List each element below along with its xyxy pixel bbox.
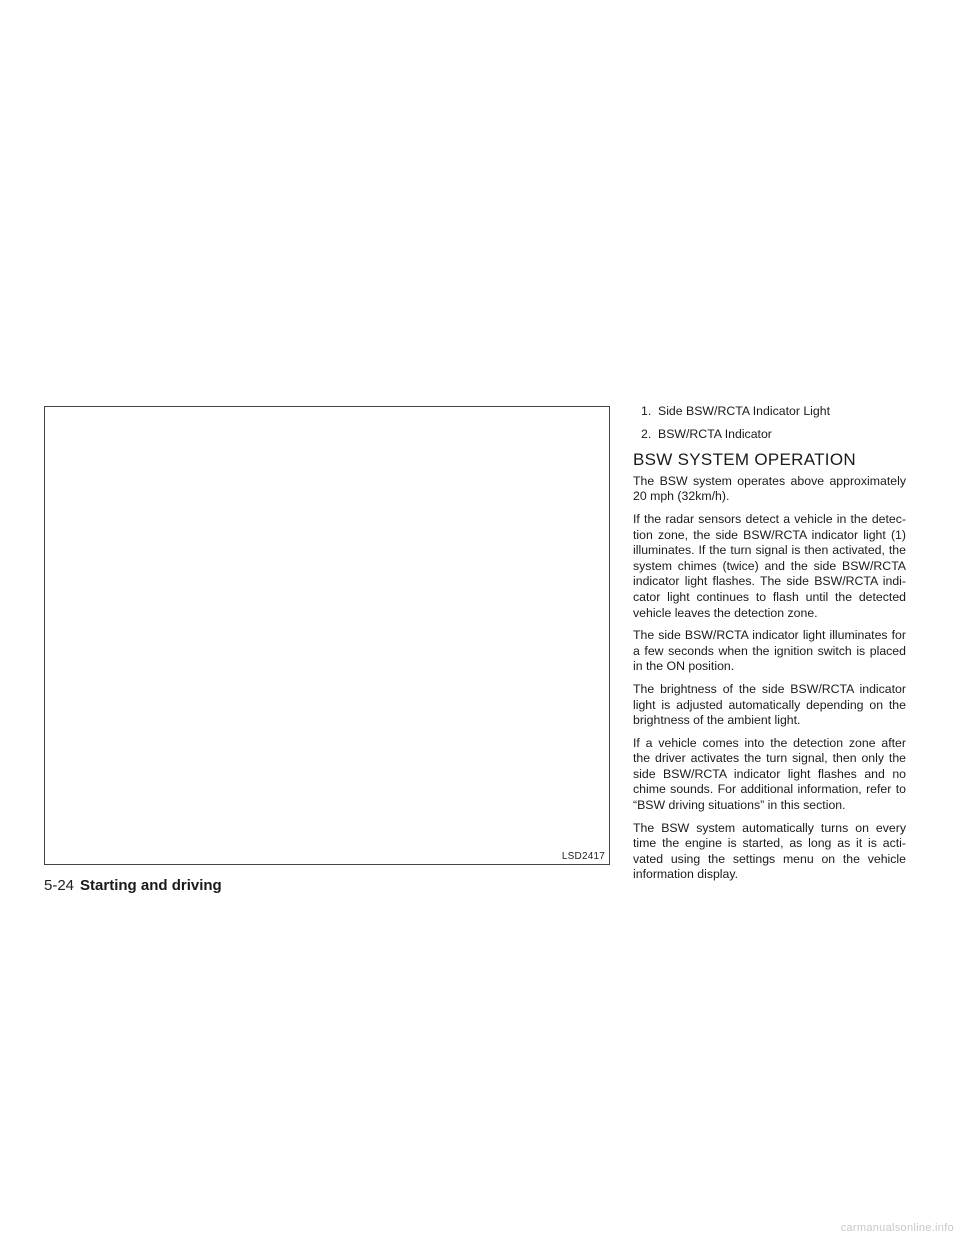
section-heading: BSW SYSTEM OPERATION (633, 450, 856, 470)
text-column (633, 404, 906, 890)
figure-legend (633, 404, 906, 442)
legend-number: 1. (641, 404, 652, 418)
page-footer (44, 877, 222, 894)
legend-item (633, 427, 906, 443)
legend-number: 2. (641, 426, 652, 441)
watermark: carmanualsonline.info (840, 1222, 954, 1234)
paragraph: The BSW system automatically turns on every time the engine is started, as long as it is acti- vated using the settings menu on the vehicle information display. (633, 820, 906, 882)
chapter-title: Starting and driving (80, 877, 222, 894)
paragraph: If the radar sensors detect a vehicle in the detec- tion zone, the side BSW/RCTA indicator light (1) illuminates. If the turn signal is then activated, the system chimes (twice) and the side BSW/RCTA indicator light flashes. The side BSW/RCTA indi- cator light continues to flash until the detected vehicle leaves the detection zone. (633, 511, 906, 620)
paragraph: The BSW system operates above approximately 20 mph (32km/h). (633, 473, 906, 504)
figure-code: LSD2417 (561, 851, 605, 862)
legend-text: Side BSW/RCTA Indicator Light (658, 404, 830, 418)
paragraph: The side BSW/RCTA indicator light illuminates for a few seconds when the ignition switch is placed in the ON position. (633, 628, 906, 674)
paragraph: The brightness of the side BSW/RCTA indicator light is adjusted automatically depending on the brightness of the ambient light. (633, 681, 906, 728)
figure-frame (44, 406, 610, 865)
paragraph: If a vehicle comes into the detection zone after the driver activates the turn signal, then only the side BSW/RCTA indicator light flashes and no chime sounds. For additional information, refer to “BSW driving situations” in this section. (633, 735, 906, 813)
legend-item (633, 404, 906, 420)
page-number: 5-24 (44, 877, 75, 894)
legend-text: BSW/RCTA Indicator (658, 426, 772, 441)
